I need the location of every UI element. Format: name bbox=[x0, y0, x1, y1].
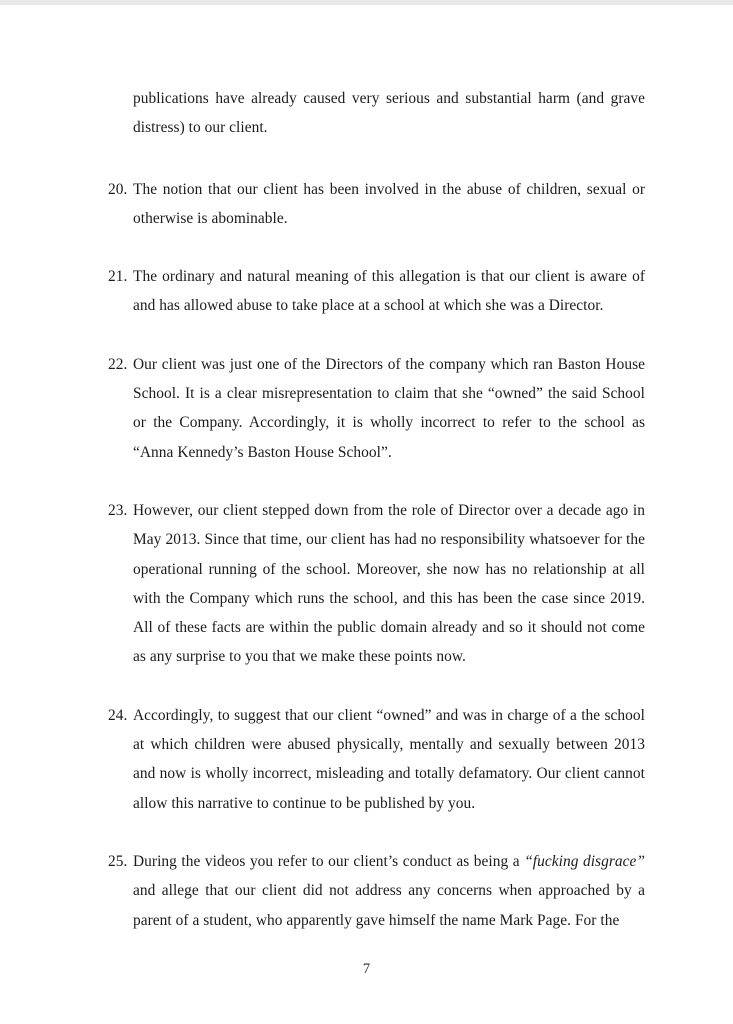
paragraph-text: publications have already caused very serious and substantial harm (and grave distress) to our client. bbox=[133, 90, 645, 137]
paragraph-text-segment-plain-tail: and allege that our client did not address any concerns when approached by a parent of a student, who apparently gave himself the name Mark Page. For the bbox=[133, 882, 645, 929]
paragraph-number: 20. bbox=[108, 180, 128, 198]
paragraph-text: The ordinary and natural meaning of this allegation is that our client is aware of and has allowed abuse to take place at a school at which she was a Director. bbox=[133, 268, 645, 315]
page-number: 7 bbox=[362, 961, 371, 977]
paragraph-continuation bbox=[108, 84, 645, 143]
paragraph-25 bbox=[108, 847, 645, 935]
paragraph-23 bbox=[108, 496, 645, 672]
paragraph-text-segment-plain: During the videos you refer to our client’s conduct as being a bbox=[133, 852, 525, 870]
paragraph-24 bbox=[108, 701, 645, 818]
paragraph-21 bbox=[108, 262, 645, 321]
paragraph-text: The notion that our client has been involved in the abuse of children, sexual or otherwise is abominable. bbox=[133, 180, 645, 227]
paragraph-20 bbox=[108, 175, 645, 234]
paragraph-number: 24. bbox=[108, 706, 128, 724]
paragraph-text-segment-italic-quote: “fucking disgrace” bbox=[524, 852, 645, 870]
paragraph-22 bbox=[108, 350, 645, 467]
paragraph-text: However, our client stepped down from the role of Director over a decade ago in May 2013. Since that time, our client has had no responsibility whatsoever for the operational running of the school. Moreover, she now has no relationship at all with the Company which runs the school, and this has been the case since 2019. All of these facts are within the public domain already and so it should not come as any surprise to you that we make these points now. bbox=[133, 501, 645, 666]
paragraph-text bbox=[133, 847, 645, 935]
paragraph-text: Our client was just one of the Directors of the company which ran Baston House School. It is a clear misrepresentation to claim that she “owned” the said School or the Company. Accordingly, it is wholly incorrect to refer to the school as “Anna Kennedy’s Baston House School”. bbox=[133, 355, 645, 461]
paragraph-number: 25. bbox=[108, 852, 128, 870]
scan-edge-artifact bbox=[0, 0, 733, 5]
paragraph-number: 21. bbox=[108, 268, 128, 286]
paragraph-number: 23. bbox=[108, 501, 128, 519]
document-body bbox=[108, 84, 645, 964]
paragraph-text: Accordingly, to suggest that our client “owned” and was in charge of a the school at which children were abused physically, mentally and sexually between 2013 and now is wholly incorrect, misleading and totally defamatory. Our client cannot allow this narrative to continue to be published by you. bbox=[133, 706, 645, 812]
paragraph-number: 22. bbox=[108, 355, 128, 373]
